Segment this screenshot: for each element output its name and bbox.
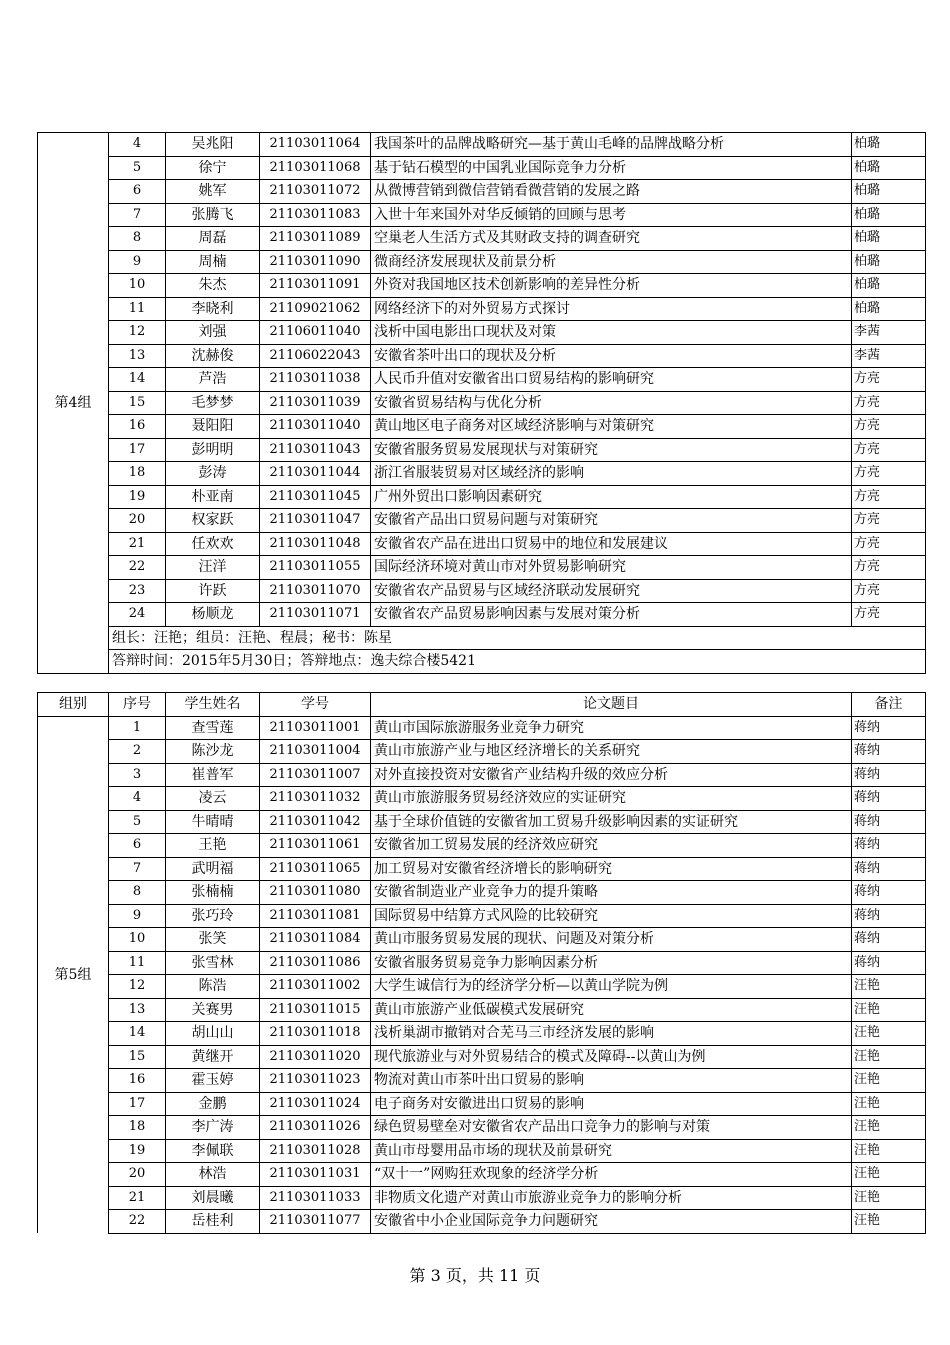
advisor-note: 汪艳	[852, 1069, 926, 1093]
student-name: 张笑	[166, 928, 260, 952]
student-id: 21103011032	[260, 787, 371, 811]
advisor-note: 方亮	[852, 532, 926, 556]
committee-row	[38, 626, 926, 650]
thesis-title: 绿色贸易壁垒对安徽省农产品出口竞争力的影响与对策	[371, 1116, 852, 1140]
student-name: 王艳	[166, 834, 260, 858]
table-row	[38, 1186, 926, 1210]
student-id: 21103011064	[260, 133, 371, 157]
table-row	[38, 415, 926, 439]
student-name: 岳桂利	[166, 1210, 260, 1234]
thesis-title: 黄山市旅游服务贸易经济效应的实证研究	[371, 787, 852, 811]
student-id: 21103011090	[260, 250, 371, 274]
thesis-title: 广州外贸出口影响因素研究	[371, 485, 852, 509]
student-name: 刘晨曦	[166, 1186, 260, 1210]
thesis-title: 电子商务对安徽进出口贸易的影响	[371, 1092, 852, 1116]
row-number: 11	[109, 297, 166, 321]
row-number: 15	[109, 391, 166, 415]
advisor-note: 李茜	[852, 321, 926, 345]
advisor-note: 蒋纳	[852, 951, 926, 975]
thesis-title: 安徽省中小企业国际竞争力问题研究	[371, 1210, 852, 1234]
group-label: 第4组	[38, 133, 109, 674]
advisor-note: 蒋纳	[852, 904, 926, 928]
thesis-title: 基于钻石模型的中国乳业国际竞争力分析	[371, 156, 852, 180]
student-id: 21106022043	[260, 344, 371, 368]
row-number: 19	[109, 485, 166, 509]
thesis-title: 安徽省产品出口贸易问题与对策研究	[371, 509, 852, 533]
row-number: 12	[109, 975, 166, 999]
table-row	[38, 368, 926, 392]
row-number: 18	[109, 462, 166, 486]
student-name: 吴兆阳	[166, 133, 260, 157]
thesis-title: 黄山市国际旅游服务业竞争力研究	[371, 716, 852, 740]
row-number: 6	[109, 180, 166, 204]
thesis-title: 安徽省服务贸易竞争力影响因素分析	[371, 951, 852, 975]
table-row	[38, 763, 926, 787]
advisor-note: 汪艳	[852, 1186, 926, 1210]
student-id: 21103011024	[260, 1092, 371, 1116]
thesis-title: 网络经济下的对外贸易方式探讨	[371, 297, 852, 321]
row-number: 13	[109, 998, 166, 1022]
student-id: 21103011038	[260, 368, 371, 392]
student-name: 林浩	[166, 1163, 260, 1187]
header-id: 学号	[260, 693, 371, 717]
table-row	[38, 133, 926, 157]
table-row	[38, 509, 926, 533]
thesis-title: 安徽省农产品贸易与区域经济联动发展研究	[371, 579, 852, 603]
student-id: 21103011007	[260, 763, 371, 787]
row-number: 20	[109, 509, 166, 533]
row-number: 23	[109, 579, 166, 603]
advisor-note: 蒋纳	[852, 834, 926, 858]
student-id: 21103011055	[260, 556, 371, 580]
defense-info: 答辩时间：2015年5月30日；答辩地点：逸夫综合楼5421	[109, 650, 926, 674]
table-row	[38, 928, 926, 952]
table-row	[38, 1069, 926, 1093]
row-number: 17	[109, 1092, 166, 1116]
advisor-note: 柏璐	[852, 180, 926, 204]
student-id: 21103011031	[260, 1163, 371, 1187]
student-id: 21109021062	[260, 297, 371, 321]
row-number: 14	[109, 1022, 166, 1046]
student-id: 21103011023	[260, 1069, 371, 1093]
table-row	[38, 1116, 926, 1140]
student-name: 朴亚南	[166, 485, 260, 509]
advisor-note: 汪艳	[852, 1092, 926, 1116]
advisor-note: 柏璐	[852, 274, 926, 298]
table-row	[38, 556, 926, 580]
student-name: 杨顺龙	[166, 603, 260, 627]
advisor-note: 汪艳	[852, 1116, 926, 1140]
student-name: 崔普军	[166, 763, 260, 787]
table-row	[38, 1045, 926, 1069]
student-name: 许跃	[166, 579, 260, 603]
row-number: 22	[109, 556, 166, 580]
page-footer: 第 3 页，共 11 页	[409, 1266, 541, 1285]
thesis-title: 国际贸易中结算方式风险的比较研究	[371, 904, 852, 928]
table-row	[38, 156, 926, 180]
row-number: 13	[109, 344, 166, 368]
thesis-title: 外资对我国地区技术创新影响的差异性分析	[371, 274, 852, 298]
row-number: 3	[109, 763, 166, 787]
row-number: 10	[109, 274, 166, 298]
advisor-note: 方亮	[852, 438, 926, 462]
row-number: 5	[109, 156, 166, 180]
student-id: 21103011015	[260, 998, 371, 1022]
defense-row	[38, 650, 926, 674]
student-name: 毛梦梦	[166, 391, 260, 415]
thesis-title: 安徽省制造业产业竞争力的提升策略	[371, 881, 852, 905]
table-row	[38, 321, 926, 345]
advisor-note: 方亮	[852, 415, 926, 439]
row-number: 15	[109, 1045, 166, 1069]
student-id: 21103011026	[260, 1116, 371, 1140]
advisor-note: 方亮	[852, 579, 926, 603]
thesis-title: 入世十年来国外对华反倾销的回顾与思考	[371, 203, 852, 227]
advisor-note: 方亮	[852, 462, 926, 486]
group-label: 第5组	[38, 716, 109, 1233]
student-id: 21103011084	[260, 928, 371, 952]
advisor-note: 柏璐	[852, 250, 926, 274]
student-name: 彭明明	[166, 438, 260, 462]
student-name: 徐宁	[166, 156, 260, 180]
advisor-note: 李茜	[852, 344, 926, 368]
thesis-title: 浙江省服装贸易对区域经济的影响	[371, 462, 852, 486]
advisor-note: 蒋纳	[852, 740, 926, 764]
student-name: 姚军	[166, 180, 260, 204]
table-row	[38, 834, 926, 858]
student-name: 周楠	[166, 250, 260, 274]
row-number: 12	[109, 321, 166, 345]
table-row	[38, 391, 926, 415]
table-row	[38, 274, 926, 298]
thesis-title: 安徽省茶叶出口的现状及分析	[371, 344, 852, 368]
thesis-title: “双十一”网购狂欢现象的经济学分析	[371, 1163, 852, 1187]
thesis-title: 基于全球价值链的安徽省加工贸易升级影响因素的实证研究	[371, 810, 852, 834]
table-row	[38, 579, 926, 603]
group-5-table	[37, 692, 926, 1234]
row-number: 21	[109, 532, 166, 556]
student-name: 黄继开	[166, 1045, 260, 1069]
thesis-title: 安徽省加工贸易发展的经济效应研究	[371, 834, 852, 858]
table-row	[38, 297, 926, 321]
row-number: 16	[109, 1069, 166, 1093]
advisor-note: 蒋纳	[852, 928, 926, 952]
student-name: 胡山山	[166, 1022, 260, 1046]
advisor-note: 方亮	[852, 368, 926, 392]
thesis-title: 我国茶叶的品牌战略研究—基于黄山毛峰的品牌战略分析	[371, 133, 852, 157]
thesis-title: 安徽省服务贸易发展现状与对策研究	[371, 438, 852, 462]
row-number: 9	[109, 904, 166, 928]
student-name: 张腾飞	[166, 203, 260, 227]
advisor-note: 方亮	[852, 509, 926, 533]
student-id: 21103011061	[260, 834, 371, 858]
table-row	[38, 462, 926, 486]
row-number: 21	[109, 1186, 166, 1210]
student-name: 芦浩	[166, 368, 260, 392]
thesis-title: 黄山市旅游产业低碳模式发展研究	[371, 998, 852, 1022]
student-id: 21103011070	[260, 579, 371, 603]
student-name: 武明福	[166, 857, 260, 881]
advisor-note: 汪艳	[852, 975, 926, 999]
thesis-title: 物流对黄山市茶叶出口贸易的影响	[371, 1069, 852, 1093]
thesis-title: 微商经济发展现状及前景分析	[371, 250, 852, 274]
student-name: 沈赫俊	[166, 344, 260, 368]
row-number: 20	[109, 1163, 166, 1187]
advisor-note: 蒋纳	[852, 810, 926, 834]
thesis-title: 非物质文化遗产对黄山市旅游业竞争力的影响分析	[371, 1186, 852, 1210]
student-id: 21103011004	[260, 740, 371, 764]
advisor-note: 蒋纳	[852, 716, 926, 740]
advisor-note: 汪艳	[852, 1045, 926, 1069]
row-number: 11	[109, 951, 166, 975]
student-id: 21103011001	[260, 716, 371, 740]
thesis-title: 人民币升值对安徽省出口贸易结构的影响研究	[371, 368, 852, 392]
table-row	[38, 975, 926, 999]
advisor-note: 方亮	[852, 485, 926, 509]
advisor-note: 蒋纳	[852, 787, 926, 811]
row-number: 2	[109, 740, 166, 764]
header-name: 学生姓名	[166, 693, 260, 717]
student-id: 21106011040	[260, 321, 371, 345]
student-name: 李晓利	[166, 297, 260, 321]
student-id: 21103011091	[260, 274, 371, 298]
student-name: 张雪林	[166, 951, 260, 975]
table-row	[38, 203, 926, 227]
header-note: 备注	[852, 693, 926, 717]
table-row	[38, 881, 926, 905]
student-id: 21103011080	[260, 881, 371, 905]
student-name: 霍玉婷	[166, 1069, 260, 1093]
student-id: 21103011068	[260, 156, 371, 180]
student-name: 周磊	[166, 227, 260, 251]
table-row	[38, 998, 926, 1022]
advisor-note: 汪艳	[852, 1139, 926, 1163]
advisor-note: 汪艳	[852, 1022, 926, 1046]
student-id: 21103011033	[260, 1186, 371, 1210]
row-number: 7	[109, 203, 166, 227]
student-id: 21103011065	[260, 857, 371, 881]
thesis-title: 大学生诚信行为的经济学分析—以黄山学院为例	[371, 975, 852, 999]
table-row	[38, 532, 926, 556]
advisor-note: 汪艳	[852, 1210, 926, 1234]
student-id: 21103011047	[260, 509, 371, 533]
student-id: 21103011077	[260, 1210, 371, 1234]
student-id: 21103011039	[260, 391, 371, 415]
student-id: 21103011018	[260, 1022, 371, 1046]
table-row	[38, 603, 926, 627]
advisor-note: 汪艳	[852, 1163, 926, 1187]
thesis-title: 对外直接投资对安徽省产业结构升级的效应分析	[371, 763, 852, 787]
row-number: 17	[109, 438, 166, 462]
table-row	[38, 227, 926, 251]
row-number: 4	[109, 787, 166, 811]
row-number: 1	[109, 716, 166, 740]
student-name: 朱杰	[166, 274, 260, 298]
advisor-note: 方亮	[852, 603, 926, 627]
student-id: 21103011089	[260, 227, 371, 251]
thesis-title: 现代旅游业与对外贸易结合的模式及障碍--以黄山为例	[371, 1045, 852, 1069]
student-id: 21103011045	[260, 485, 371, 509]
student-id: 21103011071	[260, 603, 371, 627]
student-id: 21103011072	[260, 180, 371, 204]
row-number: 8	[109, 227, 166, 251]
student-id: 21103011086	[260, 951, 371, 975]
student-id: 21103011002	[260, 975, 371, 999]
table-row	[38, 740, 926, 764]
thesis-title: 加工贸易对安徽省经济增长的影响研究	[371, 857, 852, 881]
thesis-title: 浅析巢湖市撤销对合芜马三市经济发展的影响	[371, 1022, 852, 1046]
thesis-title: 国际经济环境对黄山市对外贸易影响研究	[371, 556, 852, 580]
advisor-note: 柏璐	[852, 156, 926, 180]
student-name: 凌云	[166, 787, 260, 811]
student-id: 21103011040	[260, 415, 371, 439]
advisor-note: 方亮	[852, 391, 926, 415]
thesis-title: 黄山市服务贸易发展的现状、问题及对策分析	[371, 928, 852, 952]
header-no: 序号	[109, 693, 166, 717]
header-title: 论文题目	[371, 693, 852, 717]
student-id: 21103011044	[260, 462, 371, 486]
table-row	[38, 951, 926, 975]
table-row	[38, 857, 926, 881]
student-name: 牛晴晴	[166, 810, 260, 834]
thesis-title: 从微博营销到微信营销看微营销的发展之路	[371, 180, 852, 204]
thesis-title: 浅析中国电影出口现状及对策	[371, 321, 852, 345]
row-number: 18	[109, 1116, 166, 1140]
thesis-title: 黄山市母婴用品市场的现状及前景研究	[371, 1139, 852, 1163]
row-number: 5	[109, 810, 166, 834]
group-4-table	[37, 132, 926, 674]
student-name: 李广涛	[166, 1116, 260, 1140]
advisor-note: 汪艳	[852, 998, 926, 1022]
row-number: 10	[109, 928, 166, 952]
table-row	[38, 344, 926, 368]
row-number: 14	[109, 368, 166, 392]
table-row	[38, 904, 926, 928]
advisor-note: 柏璐	[852, 297, 926, 321]
row-number: 9	[109, 250, 166, 274]
student-id: 21103011081	[260, 904, 371, 928]
student-id: 21103011048	[260, 532, 371, 556]
student-name: 关赛男	[166, 998, 260, 1022]
table-row	[38, 1210, 926, 1234]
thesis-title: 黄山地区电子商务对区域经济影响与对策研究	[371, 415, 852, 439]
table-row	[38, 1163, 926, 1187]
student-name: 李佩联	[166, 1139, 260, 1163]
table-row	[38, 438, 926, 462]
row-number: 4	[109, 133, 166, 157]
advisor-note: 柏璐	[852, 227, 926, 251]
student-name: 汪洋	[166, 556, 260, 580]
student-name: 张楠楠	[166, 881, 260, 905]
student-name: 权家跃	[166, 509, 260, 533]
student-name: 刘强	[166, 321, 260, 345]
row-number: 19	[109, 1139, 166, 1163]
student-name: 陈沙龙	[166, 740, 260, 764]
committee-members: 组长：汪艳；组员：汪艳、程晨；秘书：陈星	[109, 626, 926, 650]
advisor-note: 蒋纳	[852, 763, 926, 787]
table-header-row	[38, 693, 926, 717]
table-row	[38, 810, 926, 834]
student-id: 21103011042	[260, 810, 371, 834]
row-number: 6	[109, 834, 166, 858]
student-id: 21103011083	[260, 203, 371, 227]
table-row	[38, 1022, 926, 1046]
student-id: 21103011043	[260, 438, 371, 462]
row-number: 16	[109, 415, 166, 439]
table-row	[38, 250, 926, 274]
advisor-note: 蒋纳	[852, 857, 926, 881]
table-row	[38, 716, 926, 740]
table-row	[38, 1139, 926, 1163]
advisor-note: 柏璐	[852, 133, 926, 157]
row-number: 22	[109, 1210, 166, 1234]
advisor-note: 蒋纳	[852, 881, 926, 905]
thesis-title: 安徽省农产品在进出口贸易中的地位和发展建议	[371, 532, 852, 556]
row-number: 7	[109, 857, 166, 881]
student-id: 21103011020	[260, 1045, 371, 1069]
row-number: 8	[109, 881, 166, 905]
student-name: 彭涛	[166, 462, 260, 486]
table-row	[38, 485, 926, 509]
student-name: 张巧玲	[166, 904, 260, 928]
table-row	[38, 787, 926, 811]
student-name: 聂阳阳	[166, 415, 260, 439]
student-name: 查雪莲	[166, 716, 260, 740]
student-name: 任欢欢	[166, 532, 260, 556]
thesis-title: 黄山市旅游产业与地区经济增长的关系研究	[371, 740, 852, 764]
student-id: 21103011028	[260, 1139, 371, 1163]
thesis-title: 空巢老人生活方式及其财政支持的调查研究	[371, 227, 852, 251]
student-name: 金鹏	[166, 1092, 260, 1116]
table-row	[38, 180, 926, 204]
header-group: 组别	[38, 693, 109, 717]
thesis-title: 安徽省农产品贸易影响因素与发展对策分析	[371, 603, 852, 627]
student-name: 陈浩	[166, 975, 260, 999]
row-number: 24	[109, 603, 166, 627]
advisor-note: 方亮	[852, 556, 926, 580]
thesis-title: 安徽省贸易结构与优化分析	[371, 391, 852, 415]
table-row	[38, 1092, 926, 1116]
advisor-note: 柏璐	[852, 203, 926, 227]
